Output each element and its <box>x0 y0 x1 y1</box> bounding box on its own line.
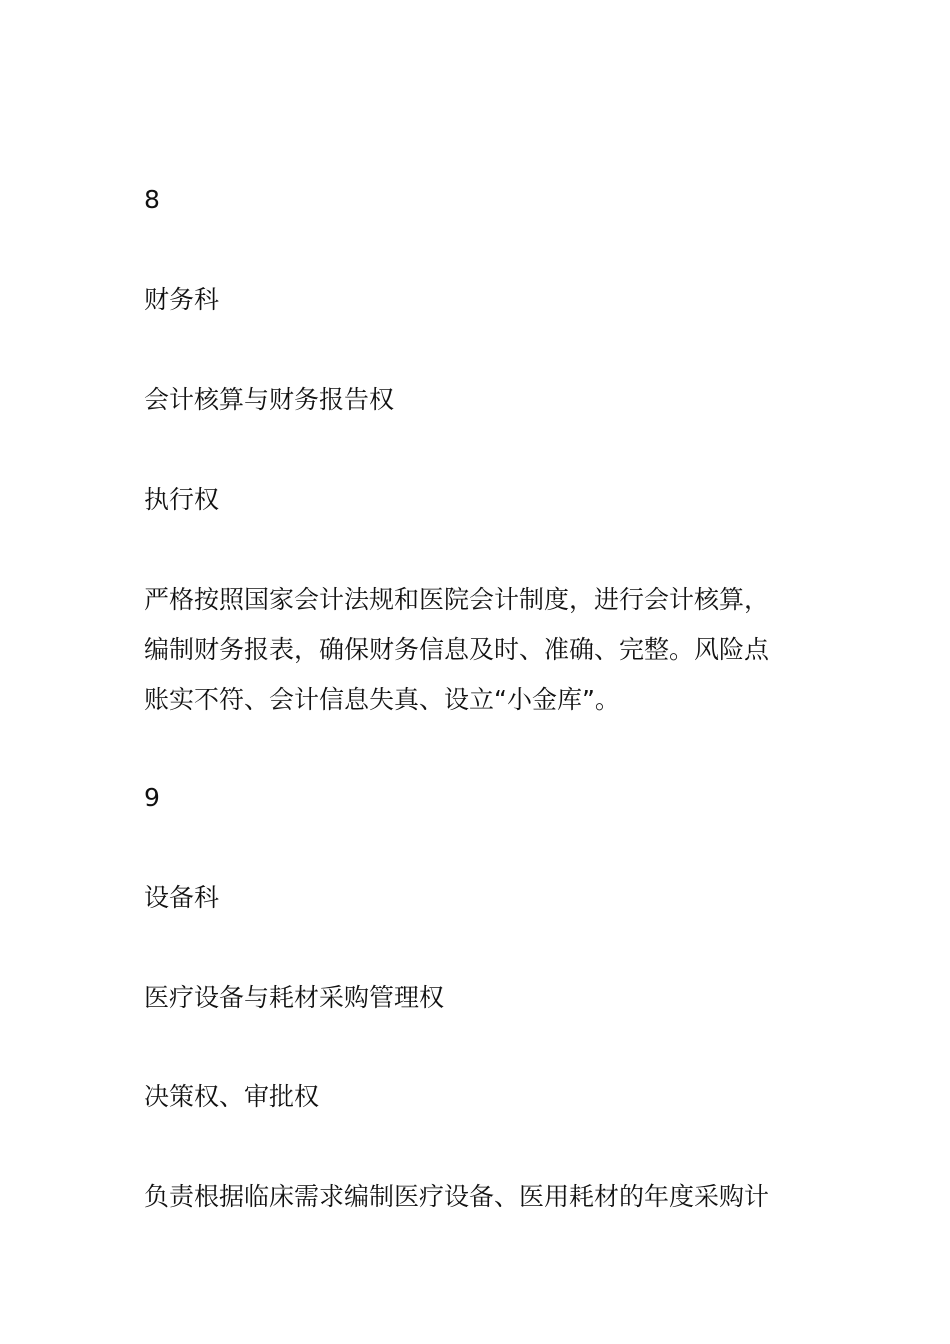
power-type-8: 执行权 <box>144 485 220 514</box>
department-name-9: 设备科 <box>144 883 220 912</box>
description-8-line-1: 严格按照国家会计法规和医院会计制度，进行会计核算， <box>144 585 770 614</box>
item-number-8: 8 <box>144 185 160 214</box>
power-name-9: 医疗设备与耗材采购管理权 <box>144 983 445 1012</box>
power-type-9: 决策权、审批权 <box>144 1082 320 1111</box>
description-8-line-2: 编制财务报表，确保财务信息及时、准确、完整。风险点 <box>144 635 770 664</box>
description-8 <box>144 575 814 725</box>
department-name-8: 财务科 <box>144 285 220 314</box>
item-number-9: 9 <box>144 783 160 812</box>
power-name-8: 会计核算与财务报告权 <box>144 385 395 414</box>
description-9 <box>144 1172 814 1222</box>
description-9-line-1: 负责根据临床需求编制医疗设备、医用耗材的年度采购计 <box>144 1182 770 1211</box>
description-8-line-3: 账实不符、会计信息失真、设立“小金库”。 <box>144 685 620 714</box>
